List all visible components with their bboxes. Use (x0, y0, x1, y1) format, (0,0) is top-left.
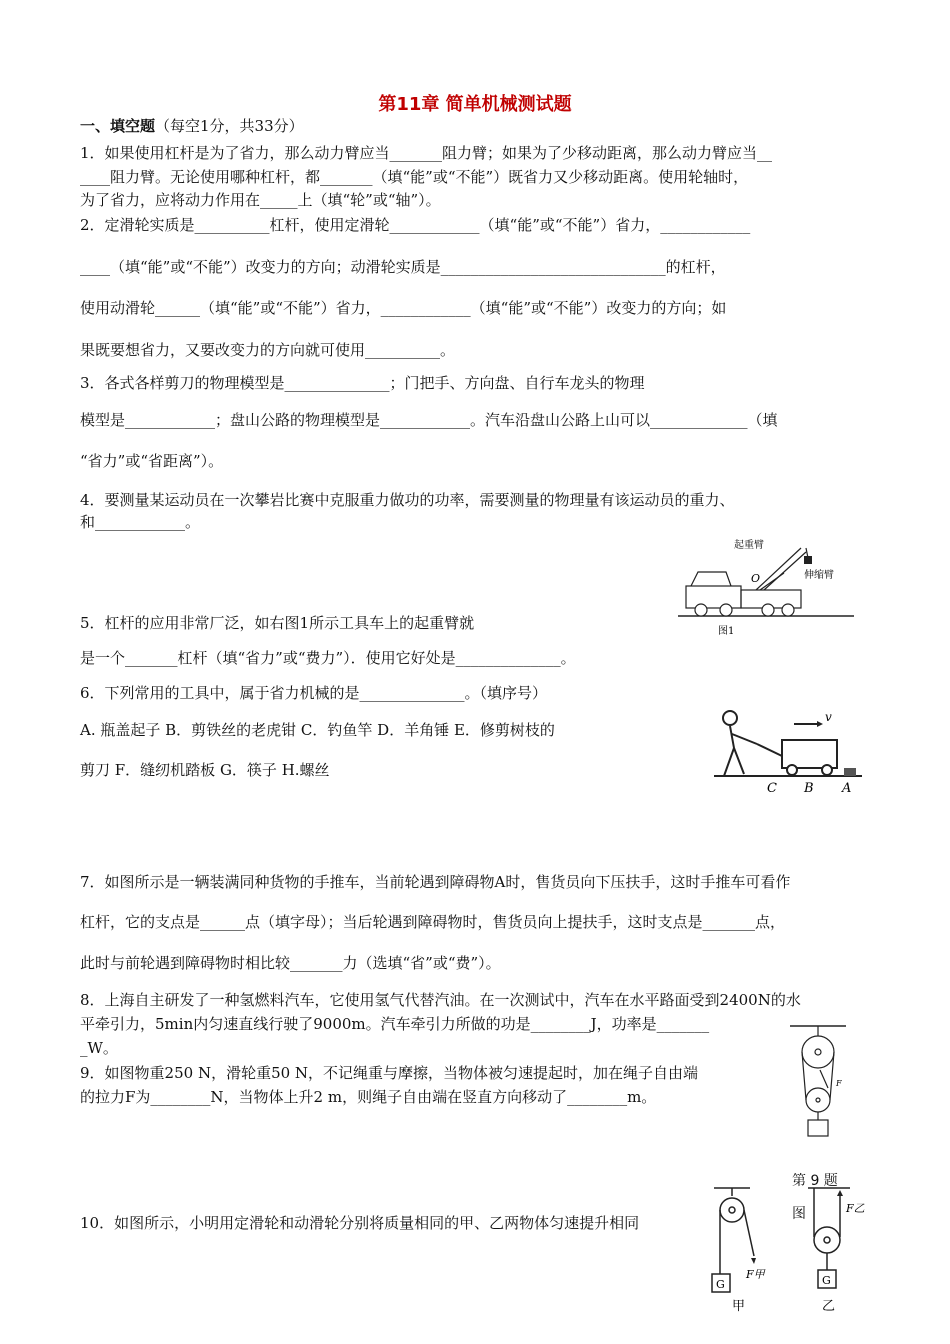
q2-line-3: 使用动滑轮______（填“能”或“不能”）省力，____________（填“能”或“不能”）改变力的方向；如 (80, 299, 727, 317)
q2-line-4: 果既要想省力，又要改变力的方向就可使用__________。 (80, 341, 456, 359)
q9-line-1: 9．如图物重250 N，滑轮重50 N，不记绳重与摩擦，当物体被匀速提起时，加在绳子自由端 (80, 1064, 699, 1082)
q4-line-2: 和____________。 (80, 513, 201, 531)
q3-line-1: 3．各式各样剪刀的物理模型是______________；门把手、方向盘、自行车龙头的物理 (80, 374, 645, 392)
force-jia-label: F甲 (746, 1268, 765, 1281)
crane-truck-figure (676, 528, 856, 640)
section-header (80, 116, 304, 136)
q7-line-1: 7．如图所示是一辆装满同种货物的手推车，当前轮遇到障碍物A时，售货员向下压扶手，这时手推车可看作 (80, 873, 791, 891)
boom-label: 起重臂 (734, 540, 764, 551)
section-note: （每空1分，共33分） (155, 117, 304, 135)
q6-line-1: 6．下列常用的工具中，属于省力机械的是______________。（填序号） (80, 684, 548, 702)
q5-line-1: 5．杠杆的应用非常厂泛，如右图1所示工具车上的起重臂就 (80, 614, 475, 632)
point-c-label: C (767, 781, 777, 795)
section-heading: 一、填空题 (80, 117, 156, 135)
q6-line-3: 剪刀 F．缝纫机踏板 G．筷子 H.螺丝 (80, 761, 330, 779)
page-title: 第11章 简单机械测试题 (378, 94, 572, 115)
q10-line-1: 10．如图所示，小明用定滑轮和动滑轮分别将质量相同的甲、乙两物体匀速提升相同 (80, 1214, 640, 1232)
q4-line-1: 4．要测量某运动员在一次攀岩比赛中克服重力做功的功率，需要测量的物理量有该运动员的重力、 (80, 491, 735, 509)
figure-9-caption: 第 9 题 (792, 1173, 838, 1189)
pivot-label: O (751, 572, 761, 585)
q9-line-2: 的拉力F为________N，当物体上升2 m，则绳子自由端在竖直方向移动了________m。 (80, 1088, 657, 1106)
q7-line-2: 杠杆，它的支点是______点（填字母）；当后轮遇到障碍物时，售货员向上提扶手，这时支点是_______点， (80, 913, 786, 931)
pulley-figure-10 (700, 1182, 880, 1317)
q8-line-1: 8．上海自主研发了一种氢燃料汽车，它使用氢气代替汽油。在一次测试中，汽车在水平路面受到2400N的水 (80, 991, 801, 1009)
q5-line-2: 是一个_______杠杆（填“省力”或“费力”）．使用它好处是______________。 (80, 649, 576, 667)
q2-line-1: 2．定滑轮实质是__________杠杆，使用定滑轮____________（填“能”或“不能”）省力，____________ (80, 216, 751, 234)
point-b-label: B (804, 781, 814, 795)
force-f-label: F (836, 1079, 842, 1088)
q7-line-3: 此时与前轮遇到障碍物时相比较_______力（选填“省”或“费”）。 (80, 954, 501, 972)
point-a-label: A (842, 781, 852, 795)
q1-line-2: ____阻力臂。无论使用哪种杠杆，都_______（填“能”或“不能”）既省力又少移动距离。使用轮轴时， (80, 168, 749, 186)
q1-line-1: 1．如果使用杠杆是为了省力，那么动力臂应当_______阻力臂；如果为了少移动距离，那么动力臂应当__ (80, 144, 773, 162)
velocity-label: v (825, 710, 832, 724)
figure-9-caption-2: 图 (792, 1206, 806, 1222)
jia-label: 甲 (732, 1299, 746, 1314)
q3-line-2: 模型是____________；盘山公路的物理模型是____________。汽车沿盘山公路上山可以_____________（填 (80, 411, 778, 429)
pulley-figure-9 (788, 1022, 848, 1147)
g-label-jia: G (716, 1278, 725, 1291)
g-label-yi: G (822, 1274, 831, 1287)
q1-line-3: 为了省力，应将动力作用在_____上（填“轮”或“轴”）。 (80, 191, 441, 209)
q8-line-3: _W。 (80, 1039, 118, 1057)
q8-line-2: 平牵引力，5min内匀速直线行驶了9000m。汽车牵引力所做的功是________J，功率是_______ (80, 1015, 710, 1033)
q3-line-3: “省力”或“省距离”）。 (80, 452, 224, 470)
hand-cart-figure (712, 700, 862, 795)
arm-label: 伸缩臂 (804, 570, 834, 581)
force-yi-label: F乙 (846, 1202, 865, 1215)
q2-line-2: ____（填“能”或“不能”）改变力的方向；动滑轮实质是______________________________的杠杆， (80, 258, 726, 276)
figure-1-caption: 图1 (718, 626, 735, 637)
q6-line-2: A. 瓶盖起子 B．剪铁丝的老虎钳 C．钓鱼竿 D．羊角锤 E．修剪树枝的 (80, 721, 555, 739)
yi-label: 乙 (822, 1299, 836, 1314)
